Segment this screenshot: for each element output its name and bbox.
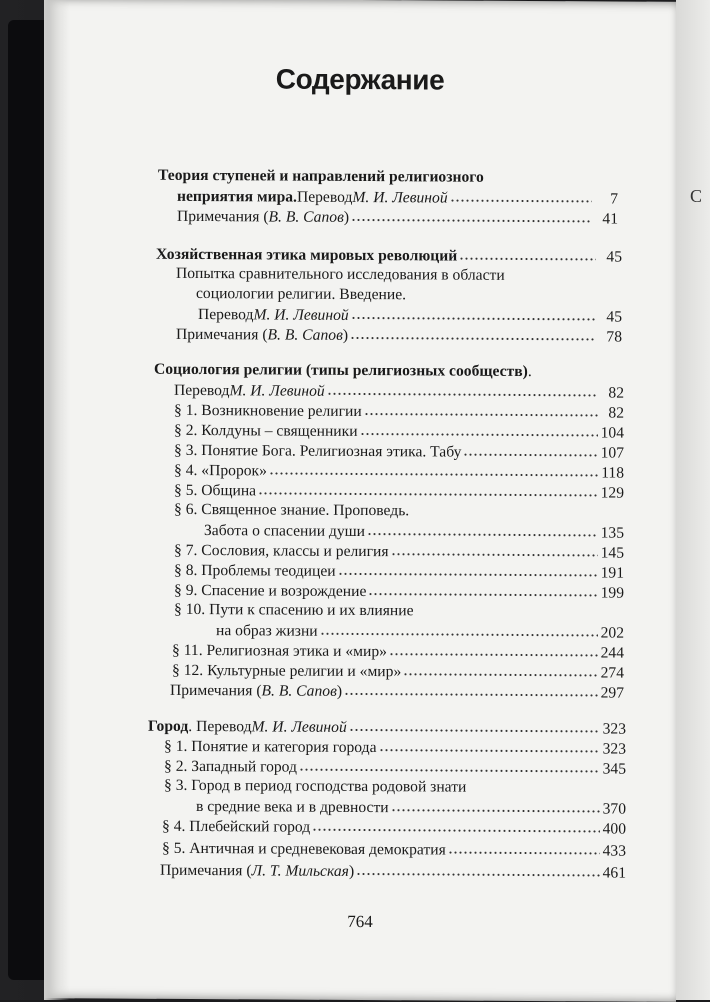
page-ref: 82 — [608, 404, 624, 422]
page-ref: 202 — [600, 624, 624, 642]
page-ref: 129 — [600, 484, 624, 502]
page-ref: 41 — [602, 210, 618, 228]
page-title: Содержание — [275, 63, 445, 96]
toc-entry: социологии религии. Введение. — [196, 284, 407, 304]
toc-entry: § 4. Плебейский город 400 — [162, 817, 626, 838]
page-gutter-shadow — [44, 0, 70, 1000]
toc-entry: § 9. Спасение и возрождение 199 — [174, 581, 624, 602]
page-ref: 433 — [602, 842, 626, 860]
toc-entry: § 6. Священное знание. Проповедь. — [174, 500, 410, 520]
page-ref: 297 — [600, 684, 624, 702]
toc-entry: § 7. Сословия, классы и религия 145 — [174, 541, 624, 562]
page-ref: 78 — [606, 328, 622, 346]
toc-entry: § 10. Пути к спасению и их влияние — [174, 600, 414, 620]
page-ref: 461 — [602, 864, 626, 882]
toc-entry: § 2. Колдуны – священники 104 — [174, 421, 624, 442]
toc-entry: § 2. Западный город 345 — [164, 757, 626, 778]
toc-entry: Социология религии (типы религиозных сообществ) . — [154, 360, 532, 381]
page-ref: 244 — [600, 644, 624, 662]
page-ref: 370 — [602, 800, 626, 818]
toc-entry: § 3. Понятие Бога. Религиозная этика. Табу 107 — [174, 441, 624, 462]
toc-entry: § 5. Община 129 — [174, 481, 624, 502]
page-ref: 274 — [600, 664, 624, 682]
toc-entry: § 1. Возникновение религии 82 — [174, 401, 624, 422]
toc-entry: § 8. Проблемы теодицеи 191 — [174, 561, 624, 582]
toc-entry: Город . Перевод М. И. Левиной 323 — [148, 717, 626, 738]
page-ref: 323 — [602, 720, 626, 738]
toc-entry: § 3. Город в период господства родовой знати — [164, 776, 467, 796]
toc-entry: Примечания ( Л. Т. Мильская ) 461 — [160, 861, 626, 882]
page-ref: 45 — [606, 308, 622, 326]
page-ref: 191 — [600, 564, 624, 582]
toc-entry: Перевод М. И. Левиной 45 — [198, 306, 622, 326]
toc-entry: Попытка сравнительного исследования в области — [176, 264, 505, 284]
toc-entry: в средние века и в древности 370 — [196, 797, 626, 818]
book-page — [44, 0, 676, 1002]
toc-entry: Забота о спасении души 135 — [204, 522, 624, 542]
toc-entry: Перевод М. И. Левиной 82 — [174, 381, 624, 402]
table-of-contents — [44, 0, 676, 1002]
page-ref: 135 — [600, 524, 624, 542]
page-number: 764 — [347, 911, 373, 932]
toc-entry: § 12. Культурные религии и «мир» 274 — [172, 661, 624, 682]
toc-entry: Примечания ( В. В. Сапов ) 297 — [170, 681, 624, 702]
page-ref: 118 — [601, 464, 624, 482]
side-letter: С — [690, 186, 703, 206]
next-page-edge — [676, 0, 710, 1000]
page-ref: 107 — [600, 444, 624, 462]
toc-entry: на образ жизни 202 — [216, 622, 624, 642]
page-ref: 7 — [610, 190, 618, 208]
page-ref: 82 — [608, 384, 624, 402]
toc-entry: Теория ступеней и направлений религиозного — [158, 166, 484, 186]
toc-entry: § 11. Религиозная этика и «мир» 244 — [172, 641, 624, 662]
toc-entry: Примечания ( В. В. Сапов ) 78 — [176, 325, 622, 346]
page-ref: 400 — [602, 820, 626, 838]
page-ref: 199 — [600, 584, 624, 602]
toc-entry: § 5. Античная и средневековая демократия 433 — [162, 839, 626, 860]
toc-entry: Примечания ( В. В. Сапов ) 41 — [177, 207, 618, 228]
page-ref: 45 — [606, 248, 622, 266]
toc-entry: Хозяйственная этика мировых революций 45 — [156, 245, 622, 266]
page-ref: 323 — [602, 740, 626, 758]
page-ref: 145 — [600, 544, 624, 562]
toc-entry: § 4. «Пророк» 118 — [174, 461, 624, 482]
page-ref: 345 — [602, 760, 626, 778]
toc-entry: § 1. Понятие и категория города 323 — [164, 737, 626, 758]
page-ref: 104 — [600, 424, 624, 442]
toc-entry: неприятия мира. Перевод М. И. Левиной 7 — [177, 187, 618, 208]
